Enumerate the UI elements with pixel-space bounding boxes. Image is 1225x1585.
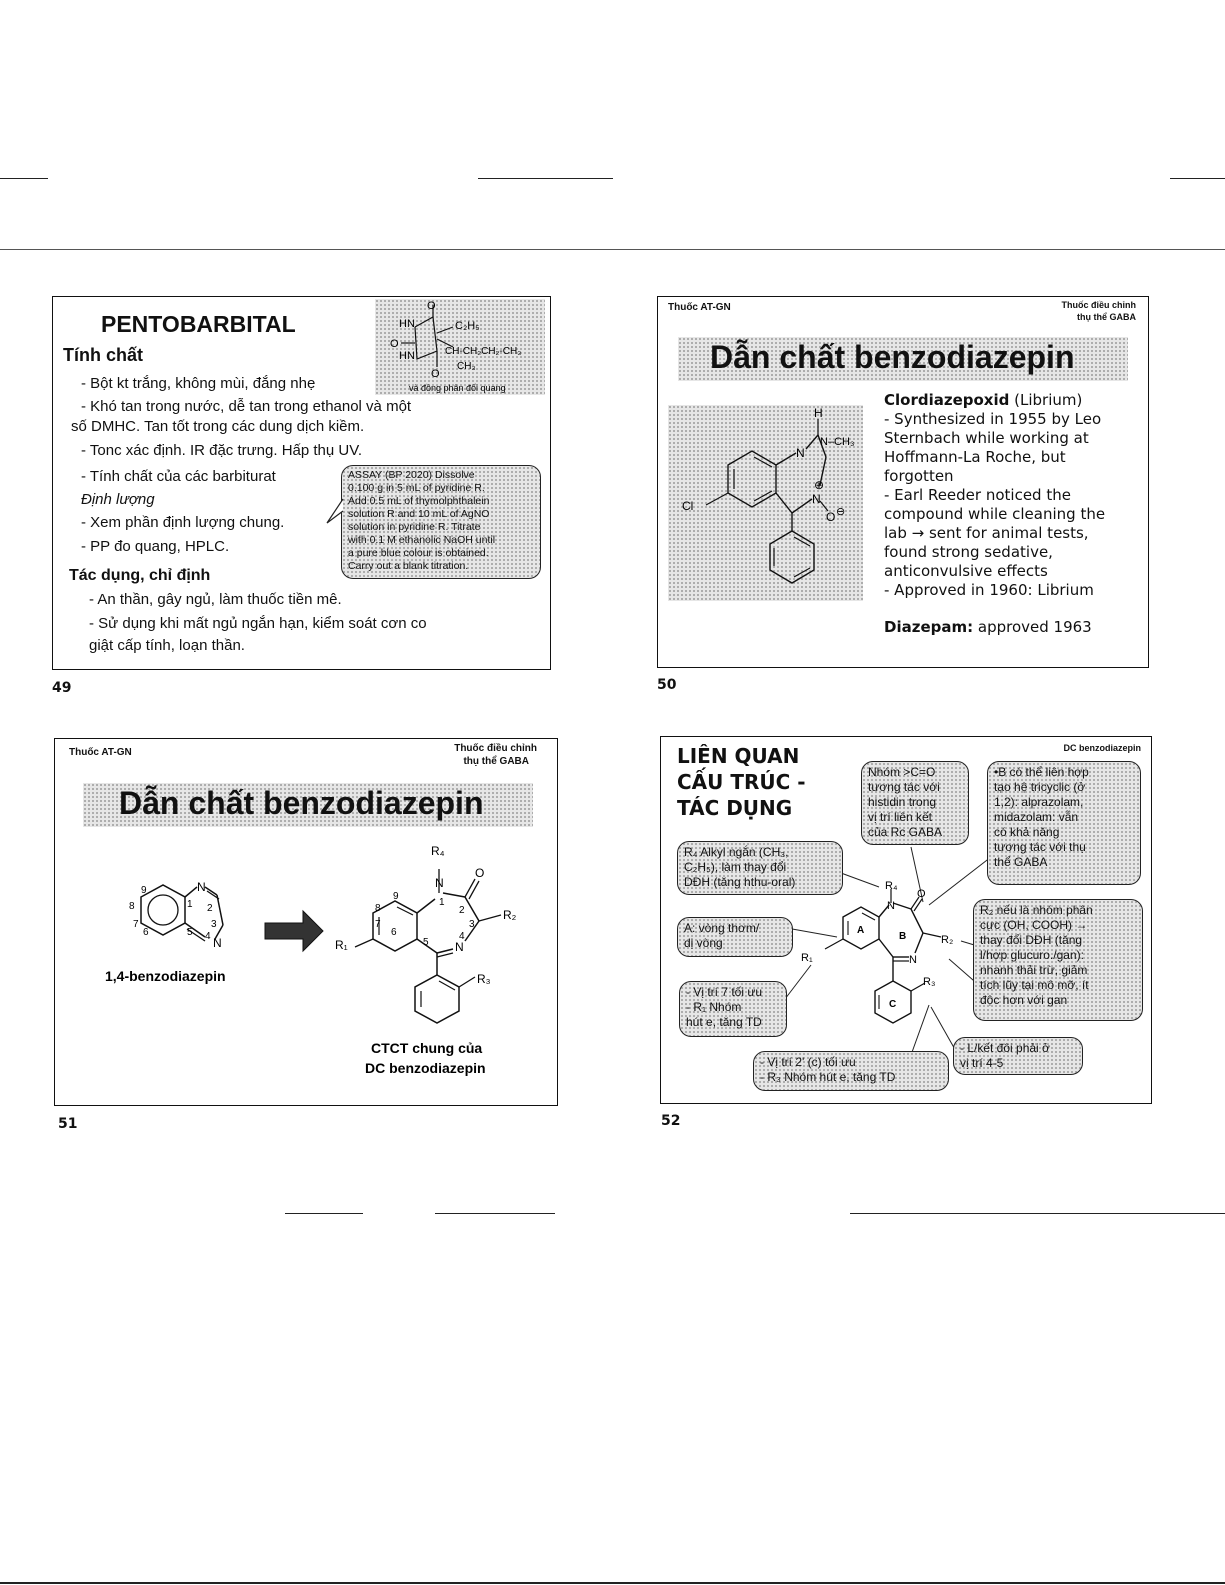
bullet: - Bột kt trắng, không mùi, đắng nhẹ — [81, 375, 316, 392]
right-caption: DC benzodiazepin — [365, 1060, 486, 1076]
hn-label: HN — [399, 350, 415, 362]
drug-name: Clordiazepoxid — [884, 391, 1010, 409]
description-line: - Approved in 1960: Librium — [884, 581, 1094, 599]
callout-r4 — [677, 841, 843, 895]
n-label: N — [435, 876, 444, 890]
header-left: Thuốc AT-GN — [69, 747, 132, 758]
c2h5-label: C₂H₅ — [455, 320, 480, 332]
header-right: DC benzodiazepin — [1063, 743, 1141, 753]
callout-line: histidin trong — [868, 795, 937, 809]
o-label: O — [427, 300, 436, 312]
ring-b-label: B — [899, 931, 907, 942]
section-heading: Tính chất — [63, 345, 143, 365]
header-right: Thuốc điều chỉnh — [1061, 300, 1136, 310]
page-rule — [0, 249, 1225, 250]
callout-line: vị trí liên kết — [868, 810, 933, 824]
page-number: 52 — [661, 1113, 681, 1129]
drug-description — [884, 391, 1146, 637]
callout-double-bond — [953, 1037, 1083, 1075]
ring-number: 6 — [391, 927, 397, 938]
assay-callout — [341, 465, 541, 579]
o-label: O — [826, 510, 836, 524]
callout-line: R₂ nếu là nhóm phân — [980, 903, 1093, 917]
bullet: - Khó tan trong nước, dễ tan trong ethanol và một — [81, 398, 412, 415]
assay-line: with 0.1 M ethanolic NaOH until — [348, 534, 496, 546]
callout-line: hút e, tăng TD — [686, 1015, 762, 1029]
bullet: - Xem phần định lượng chung. — [81, 514, 285, 531]
r3-label: R₃ — [477, 972, 491, 986]
callout-line: •B có thể liên hợp — [994, 765, 1089, 779]
callout-line: tích lũy tại mô mỡ, ít — [980, 978, 1089, 992]
ring-number: 5 — [423, 937, 429, 948]
slide-50 — [657, 296, 1149, 668]
n-label: N — [455, 940, 464, 954]
description-line: lab → sent for animal tests, — [884, 524, 1089, 542]
page-rule — [0, 1582, 1225, 1584]
callout-carbonyl — [861, 761, 969, 845]
n-label: N — [796, 446, 805, 460]
ring-number: 1 — [439, 897, 445, 908]
n-label: N — [887, 900, 895, 912]
callout-line: tương tác với thụ — [994, 840, 1086, 854]
title-line: CẤU TRÚC - — [677, 770, 806, 794]
r4-label: R₄ — [885, 880, 898, 892]
minus-charge: ⊖ — [836, 506, 846, 518]
banner-text: Dẫn chất benzodiazepin — [119, 785, 484, 821]
callout-a-ring — [677, 917, 793, 957]
header-right: thụ thể GABA — [463, 756, 529, 767]
nch3-label: N–CH₃ — [820, 436, 855, 448]
title-banner — [678, 337, 1128, 381]
page-rule — [478, 178, 613, 179]
structure-caption: và đồng phân đối quang — [409, 383, 506, 393]
title-line: LIÊN QUAN — [677, 744, 800, 768]
bullet: - An thần, gây ngủ, làm thuốc tiền mê. — [89, 591, 342, 608]
section-heading: Định lượng — [81, 491, 155, 508]
page-rule — [1170, 178, 1225, 179]
pentobarbital-structure-svg — [375, 299, 545, 395]
callout-line: R₄ Alkyl ngắn (CH₃, — [684, 845, 789, 859]
r1-label: R₁ — [335, 938, 348, 952]
callout-line: có khả năng — [994, 825, 1060, 839]
ring-number: 1 — [187, 899, 193, 910]
page-number: 49 — [52, 680, 72, 696]
ring-number: 7 — [133, 919, 139, 930]
assay-line: solution in pyridine R. Titrate — [348, 521, 481, 533]
assay-line: 0.100 g in 5 mL of pyridine R. — [348, 482, 485, 494]
callout-line: midazolam: vẫn — [994, 810, 1079, 824]
callout-line: độc hơn với gan — [980, 993, 1068, 1007]
callout-line: A: vòng thơm/ — [684, 921, 760, 935]
assay-line: Carry out a blank titration. — [348, 560, 469, 572]
description-line: forgotten — [884, 467, 954, 485]
slide-49 — [52, 296, 551, 670]
o-label: O — [917, 888, 926, 900]
n-label: N — [909, 954, 917, 966]
ring-number: 3 — [469, 919, 475, 930]
ring-number: 4 — [459, 931, 465, 942]
header-right: Thuốc điều chỉnh — [454, 743, 537, 754]
page-number: 51 — [58, 1116, 78, 1132]
ring-number: 9 — [141, 885, 147, 896]
description-line: anticonvulsive effects — [884, 562, 1048, 580]
pentobarbital-structure — [375, 299, 545, 395]
page-rule — [850, 1213, 1225, 1214]
ring-number: 8 — [129, 901, 135, 912]
slide-51 — [54, 738, 558, 1106]
description-line: compound while cleaning the — [884, 505, 1106, 523]
ring-number: 9 — [393, 891, 399, 902]
chlordiazepoxide-structure — [668, 405, 863, 601]
diazepam-text: approved 1963 — [973, 618, 1092, 636]
callout-line: dị vòng — [684, 936, 723, 950]
assay-line: Add 0.5 mL of thymolphthalein — [348, 495, 490, 507]
callout-r2 — [973, 899, 1143, 1021]
callout-line: l/hợp glucuro./gan): — [980, 948, 1084, 962]
callout-line: tương tác với — [868, 780, 940, 794]
o-label: O — [475, 866, 485, 880]
ring-number: 6 — [143, 927, 149, 938]
title-line: TÁC DỤNG — [677, 796, 793, 820]
slide-52 — [660, 736, 1152, 1104]
r2-label: R₂ — [941, 934, 954, 946]
bullet: số DMHC. Tan tốt trong các dung dịch kiềm. — [71, 418, 365, 435]
chain-label: CH-CH₂CH₂-CH₃ — [445, 346, 522, 357]
assay-line: ASSAY (BP 2020) Dissolve — [348, 469, 475, 481]
callout-line: 1,2): alprazolam, — [994, 795, 1084, 809]
ring-number: 8 — [375, 903, 381, 914]
callout-line: cực (OH, COOH) → — [980, 918, 1088, 932]
bullet: - Sử dụng khi mất ngủ ngắn hạn, kiểm soát cơn co — [89, 615, 427, 632]
page-rule — [0, 178, 48, 179]
header-right: thụ thể GABA — [1077, 312, 1136, 322]
h-label: H — [814, 406, 823, 420]
r1-label: R₁ — [801, 952, 813, 964]
bullet: giật cấp tính, loạn thần. — [89, 637, 245, 654]
ring-number: 2 — [207, 903, 213, 914]
cl-label: Cl — [682, 499, 694, 513]
description-line: - Synthesized in 1955 by Leo — [884, 410, 1102, 428]
ring-number: 3 — [211, 919, 217, 930]
o-label: O — [390, 338, 399, 350]
callout-line: nhanh thải trừ, giảm — [980, 963, 1088, 977]
diazepam-label: Diazepam: — [884, 618, 974, 636]
callout-line: Nhóm >C=O — [868, 765, 936, 779]
hn-label: HN — [399, 318, 415, 330]
bullet: - PP đo quang, HPLC. — [81, 538, 230, 555]
page-number: 50 — [657, 677, 677, 693]
description-line: - Earl Reeder noticed the — [884, 486, 1071, 504]
section-heading: Tác dụng, chỉ định — [69, 567, 211, 584]
callout-position-2 — [753, 1051, 949, 1091]
left-caption: 1,4-benzodiazepin — [105, 968, 226, 984]
plus-charge: ⊕ — [814, 478, 825, 492]
n-label: N — [213, 936, 222, 950]
r4-label: R₄ — [431, 844, 445, 858]
o-label: O — [431, 368, 440, 380]
callout-b-ring — [987, 761, 1141, 885]
callout-position-7 — [679, 981, 787, 1037]
callout-line: thay đổi DĐH (tăng — [980, 933, 1083, 947]
ring-a-label: A — [857, 925, 865, 936]
callout-line: - R₁ Nhóm — [686, 1000, 742, 1014]
callout-line: tạo hệ tricyclic (ở — [994, 780, 1086, 794]
header-left: Thuốc AT-GN — [668, 302, 731, 313]
r3-label: R₃ — [923, 976, 936, 988]
r2-label: R₂ — [503, 908, 517, 922]
ring-c-label: C — [889, 999, 897, 1010]
page-rule — [285, 1213, 363, 1214]
assay-line: solution R and 10 mL of AgNO — [348, 508, 490, 520]
right-caption: CTCT chung của — [371, 1040, 483, 1056]
drug-brand: (Librium) — [1009, 391, 1083, 409]
description-line: found strong sedative, — [884, 543, 1053, 561]
ring-number: 4 — [205, 931, 211, 942]
callout-line: - Vị trí 7 tối ưu — [686, 985, 763, 999]
callout-line: C₂H₅), làm thay đổi — [684, 860, 787, 874]
assay-line: a pure blue colour is obtained. — [348, 547, 489, 559]
n-label: N — [197, 880, 206, 894]
ch3-label: CH₃ — [457, 361, 476, 372]
bullet: - Tonc xác định. IR đặc trưng. Hấp thụ UV. — [81, 442, 363, 459]
callout-line: vị trí 4-5 — [960, 1056, 1004, 1070]
n-label: N — [812, 492, 821, 506]
callout-line: thể GABA — [994, 855, 1048, 869]
ring-number: 5 — [187, 927, 193, 938]
callout-pointer — [323, 497, 347, 527]
callout-line: - L/kết đôi phải ở — [960, 1041, 1050, 1055]
chlordiazepoxide-svg — [668, 405, 863, 601]
banner-text: Dẫn chất benzodiazepin — [710, 339, 1075, 375]
title-banner — [83, 783, 533, 827]
ring-number: 7 — [375, 919, 381, 930]
description-line: Sternbach while working at — [884, 429, 1089, 447]
callout-line: - Vị trí 2' (c) tối ưu — [760, 1055, 856, 1069]
description-line: Hoffmann-La Roche, but — [884, 448, 1066, 466]
page-rule — [435, 1213, 555, 1214]
slide-title: PENTOBARBITAL — [101, 311, 296, 337]
callout-line: DĐH (tăng hthu-oral) — [684, 875, 796, 889]
callout-line: của Rc GABA — [868, 825, 943, 839]
callout-line: - R₃ Nhóm hút e, tăng TD — [760, 1070, 896, 1084]
benzodiazepine-scheme — [55, 835, 557, 1105]
ring-number: 2 — [459, 905, 465, 916]
bullet: - Tính chất của các barbiturat — [81, 468, 276, 485]
